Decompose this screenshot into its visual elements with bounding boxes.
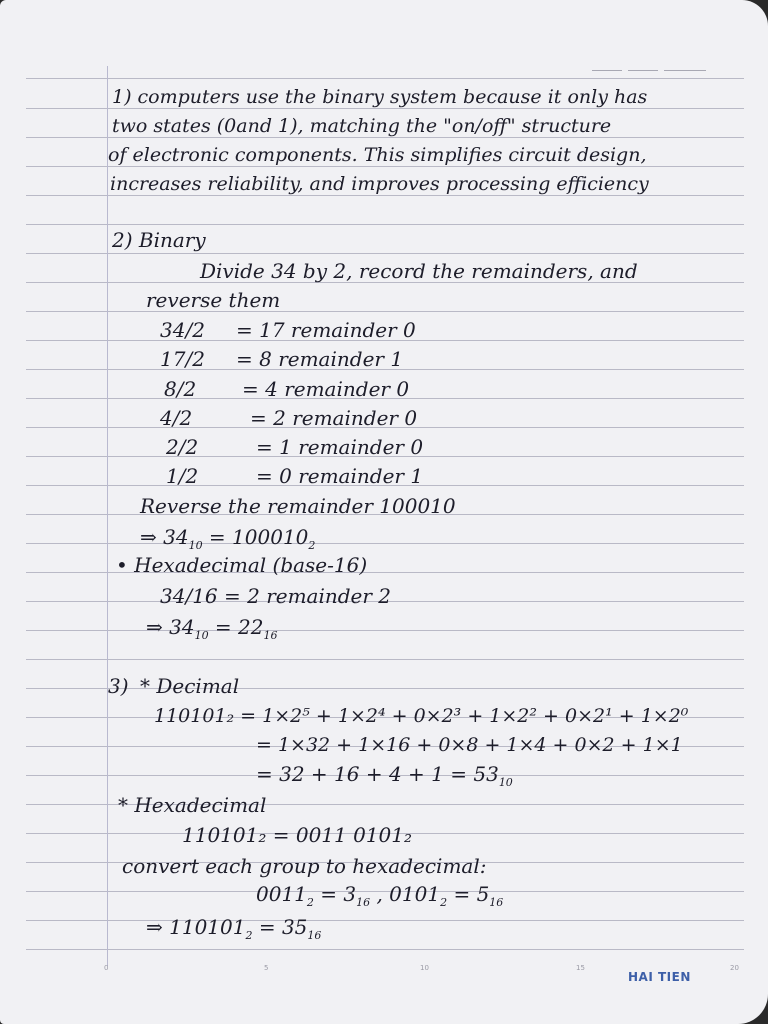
answer1-line2: two states (0and 1), matching the "on/off" structure (112, 115, 612, 137)
hex-final-lhs: ⇒ 110101 (146, 915, 246, 939)
margin-line (107, 66, 108, 966)
ruled-line (26, 949, 744, 950)
base-subscript: 16 (356, 896, 371, 909)
hexadecimal-heading-text: Hexadecimal (base-16) (134, 553, 368, 577)
section2-instruction-line2: reverse them (146, 288, 281, 312)
hex-division-line: 34/16 = 2 remainder 2 (160, 584, 392, 608)
hex-group-b-value: = 5 (447, 882, 490, 906)
date-field-line (664, 70, 706, 71)
ruler-mark: 20 (730, 964, 739, 972)
base-subscript: 10 (194, 629, 209, 642)
ruler-mark: 15 (576, 964, 585, 972)
answer1-line4: increases reliability, and improves processing efficiency (110, 173, 649, 195)
section2-instruction-line1: Divide 34 by 2, record the remainders, and (200, 259, 638, 283)
section2-heading: 2) Binary (112, 228, 206, 252)
division-expr: 1/2 (166, 464, 199, 488)
ruled-line (26, 311, 744, 312)
ruler-mark: 10 (420, 964, 429, 972)
section3-number: 3) (108, 674, 129, 698)
reverse-remainders-line: Reverse the remainder 100010 (140, 494, 456, 518)
division-expr: 8/2 (164, 377, 197, 401)
ruled-line (26, 659, 744, 660)
ruled-line (26, 688, 744, 689)
decimal-heading (140, 673, 239, 699)
hex-result-value: = 22 (208, 615, 264, 639)
base-subscript: 16 (307, 929, 322, 942)
ruled-line (26, 224, 744, 225)
decimal-sum: = 32 + 16 + 4 + 1 = 53 (256, 762, 499, 786)
binary-result-lhs: ⇒ 34 (140, 525, 189, 549)
hex-grouping-line: 110101₂ = 0011 0101₂ (182, 823, 413, 847)
base-subscript: 10 (498, 776, 513, 789)
ruled-line (26, 630, 744, 631)
answer1-line1: 1) computers use the binary system because it only has (112, 86, 648, 108)
base-subscript: 2 (308, 539, 316, 552)
base-subscript: 2 (245, 929, 253, 942)
decimal-heading-text: Decimal (156, 674, 240, 698)
hexadecimal2-heading-text: Hexadecimal (134, 793, 267, 817)
hexadecimal2-heading (118, 792, 266, 818)
base-subscript: 2 (306, 896, 314, 909)
ruled-line (26, 253, 744, 254)
division-result: = 4 remainder 0 (242, 377, 410, 401)
base-subscript: 2 (440, 896, 448, 909)
hexadecimal-heading (116, 552, 367, 578)
base-subscript: 16 (263, 629, 278, 642)
division-result: = 0 remainder 1 (256, 464, 424, 488)
hex-result-lhs: ⇒ 34 (146, 615, 195, 639)
division-expr: 2/2 (166, 435, 199, 459)
date-field-line (592, 70, 622, 71)
division-expr: 34/2 (160, 318, 205, 342)
ruler-mark: 0 (104, 964, 109, 972)
hex-result (146, 614, 278, 649)
base-subscript: 16 (489, 896, 504, 909)
bullet-star: * (140, 674, 150, 698)
division-result: = 17 remainder 0 (236, 318, 416, 342)
hex-instruction-line: convert each group to hexadecimal: (122, 854, 487, 878)
division-result: = 8 remainder 1 (236, 347, 404, 371)
division-result: = 2 remainder 0 (250, 406, 418, 430)
division-expr: 4/2 (160, 406, 193, 430)
bullet-star: * (118, 793, 128, 817)
answer1-line3: of electronic components. This simplifies circuit design, (108, 144, 647, 166)
ruled-line (26, 543, 744, 544)
hex-final-result (146, 914, 321, 949)
ruler-mark: 5 (264, 964, 269, 972)
binary-result-value: = 100010 (202, 525, 309, 549)
ruled-line (26, 78, 744, 79)
decimal-expansion-line3 (256, 761, 513, 796)
hex-group-a: 0011 (256, 882, 307, 906)
brand-logo-text: HAI TIEN (628, 970, 691, 984)
division-result: = 1 remainder 0 (256, 435, 424, 459)
date-field-line (628, 70, 658, 71)
hex-group-b: , 0101 (370, 882, 441, 906)
hex-group-conversion (256, 881, 503, 916)
decimal-expansion-line1: 110101₂ = 1×2⁵ + 1×2⁴ + 0×2³ + 1×2² + 0×2¹ + 1×2⁰ (154, 705, 689, 727)
division-expr: 17/2 (160, 347, 205, 371)
hex-final-value: = 35 (252, 915, 308, 939)
decimal-expansion-line2: = 1×32 + 1×16 + 0×8 + 1×4 + 0×2 + 1×1 (256, 734, 683, 756)
base-subscript: 10 (188, 539, 203, 552)
bullet-dot: • (116, 553, 128, 577)
hex-group-a-value: = 3 (313, 882, 357, 906)
ruled-line (26, 920, 744, 921)
